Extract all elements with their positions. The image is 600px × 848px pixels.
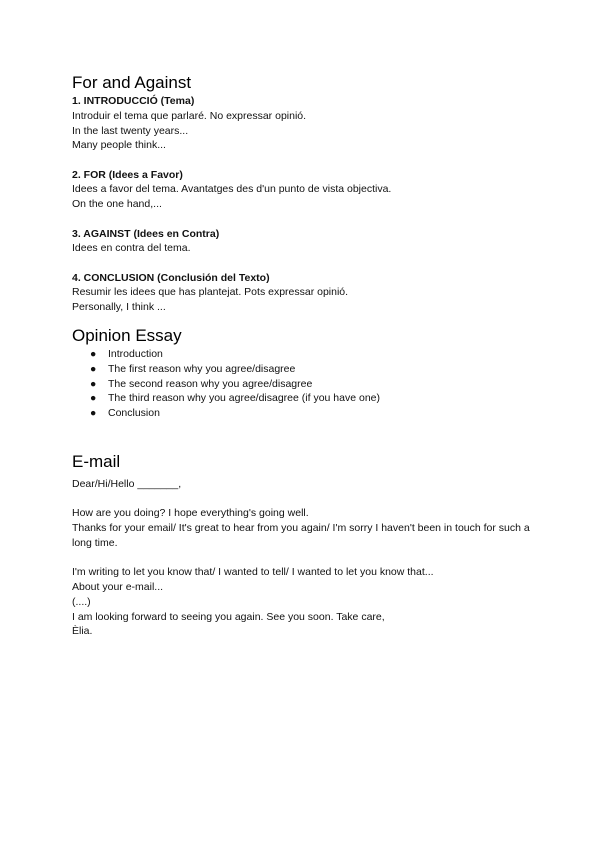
email-signature: Èlia. xyxy=(72,625,93,638)
for-against-title: For and Against xyxy=(72,73,192,92)
email-line: I am looking forward to seeing you again. See you soon. Take care, xyxy=(72,610,385,623)
part-line: Many people think... xyxy=(72,139,166,152)
for-against-part-for xyxy=(72,168,542,212)
bullet-icon: ● xyxy=(90,392,97,405)
bullet-icon: ● xyxy=(90,377,97,390)
list-item: ● Introduction xyxy=(90,348,163,361)
for-against-part-conclusion xyxy=(72,271,542,315)
part-line: Idees en contra del tema. xyxy=(72,242,191,255)
email-line: (....) xyxy=(72,595,91,608)
email-title: E-mail xyxy=(72,452,121,472)
list-item: ● Conclusion xyxy=(90,407,160,420)
part-heading: 3. AGAINST (Idees en Contra) xyxy=(72,227,220,240)
email-line: About your e-mail... xyxy=(72,581,164,594)
part-heading: 2. FOR (Idees a Favor) xyxy=(72,168,183,181)
part-line: Personally, I think ... xyxy=(72,301,166,314)
for-against-part-intro xyxy=(72,94,542,153)
email-line: How are you doing? I hope everything's going well. xyxy=(72,507,309,520)
part-line: Idees a favor del tema. Avantatges des d'un punto de vista objectiva. xyxy=(72,183,392,196)
email-line: Thanks for your email/ It's great to hear from you again/ I'm sorry I haven't been in touch for such a long time. xyxy=(72,522,530,549)
for-against-part-against xyxy=(72,227,542,257)
document-content xyxy=(72,72,542,639)
bullet-icon: ● xyxy=(90,407,97,420)
part-heading: 4. CONCLUSION (Conclusión del Texto) xyxy=(72,271,270,284)
bullet-icon: ● xyxy=(90,348,97,361)
email-greeting: Dear/Hi/Hello _______, xyxy=(72,478,182,491)
bullet-icon: ● xyxy=(90,362,97,375)
email-line: I'm writing to let you know that/ I wanted to tell/ I wanted to let you know that... xyxy=(72,566,434,579)
opinion-essay-title: Opinion Essay xyxy=(72,326,182,346)
part-line: Resumir les idees que has plantejat. Pots expressar opinió. xyxy=(72,286,349,299)
part-line: In the last twenty years... xyxy=(72,124,189,137)
list-item: ● The third reason why you agree/disagree (if you have one) xyxy=(90,392,380,405)
list-item: ● The second reason why you agree/disagree xyxy=(90,377,313,390)
part-line: On the one hand,... xyxy=(72,198,162,211)
part-line: Introduir el tema que parlaré. No expressar opinió. xyxy=(72,109,307,122)
list-item: ● The first reason why you agree/disagree xyxy=(90,362,296,375)
opinion-essay-list xyxy=(72,347,542,421)
part-heading: 1. INTRODUCCIÓ (Tema) xyxy=(72,95,195,107)
